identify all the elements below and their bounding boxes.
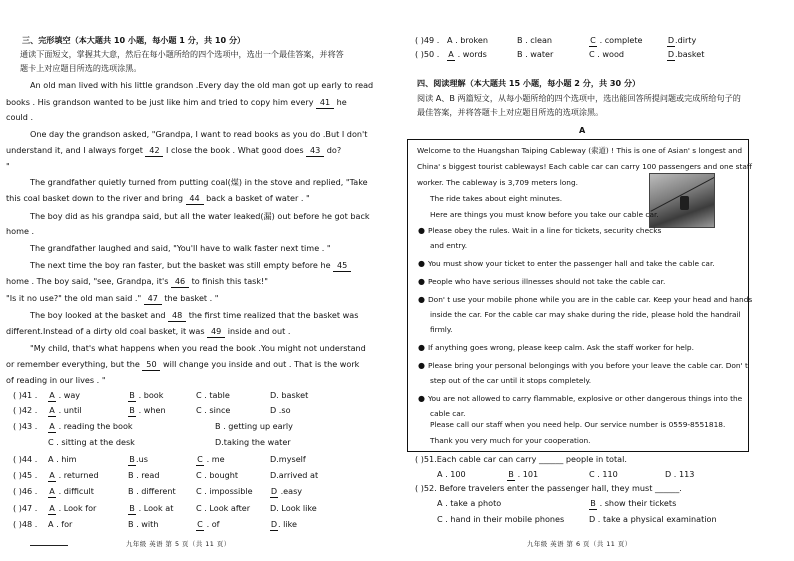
cable-car-photo — [649, 173, 715, 228]
passage-line — [6, 293, 219, 305]
option-b[interactable] — [128, 503, 173, 515]
answer-blank: 47 — [144, 293, 162, 305]
passage-text: home . The boy said, "see, Grandpa, it's — [6, 276, 172, 286]
bullet-text: People who have serious illnesses should not take the cable car. — [427, 277, 666, 286]
option-text: . Look for — [56, 503, 97, 513]
answer-blank: 42 — [145, 145, 163, 157]
option-d[interactable]: D.myself — [270, 454, 306, 464]
handwritten-mark: B — [129, 405, 135, 415]
notice-bullet-continued — [430, 325, 452, 335]
bullet-text: Please obey the rules. Wait in a line for tickets, security checks — [427, 226, 662, 235]
option-b[interactable] — [128, 390, 163, 402]
option-text: . me — [204, 454, 225, 464]
passage-text: understand it, and I always forget — [6, 145, 146, 155]
handwritten-mark: B — [508, 469, 514, 479]
option-a[interactable] — [447, 49, 487, 61]
option-c[interactable]: C . since — [196, 405, 231, 415]
option-d[interactable] — [667, 35, 696, 47]
passage-text: or remember everything, but the — [6, 359, 143, 369]
bullet-text: firmly. — [430, 325, 453, 334]
passage-text: An old man lived with his little grandson .Every day the old man got up early to read — [30, 80, 374, 90]
notice-bullet — [418, 259, 715, 269]
passage-line — [6, 276, 268, 288]
notice-line: worker. The cableway is 3,709 meters long. — [417, 178, 578, 187]
handwritten-mark: A — [49, 470, 55, 480]
passage-text: "Is it no use?" the old man said ." — [6, 293, 144, 303]
question-number: ( )46 . — [13, 486, 38, 496]
option-b[interactable] — [128, 405, 166, 417]
option-c[interactable]: C . wood — [589, 49, 625, 59]
handwritten-mark: B — [590, 498, 596, 508]
option-text: . of — [204, 519, 220, 529]
option-c[interactable]: C . hand in their mobile phones — [437, 514, 565, 524]
reading-instructions-line-2: 最佳答案，并将答题卡上对应题目所选的选项涂黑。 — [417, 107, 604, 117]
bullet-dot: ● — [418, 277, 425, 286]
bullet-dot: ● — [418, 361, 425, 370]
notice-bullet-continued — [430, 409, 466, 419]
option-c[interactable]: C . table — [196, 390, 230, 400]
answer-blank: 43 — [306, 145, 324, 157]
cloze-instructions-line-2: 题卡上对应题目所选的选项涂黑。 — [20, 63, 142, 73]
notice-bullet — [418, 277, 665, 287]
option-c[interactable]: C . 110 — [589, 469, 618, 479]
question-stem: ( )51.Each cable car can carry ______ people in total. — [415, 454, 627, 464]
option-d[interactable]: D. basket — [270, 390, 309, 400]
handwritten-mark: C — [197, 454, 203, 464]
option-d[interactable]: D.arrived at — [270, 470, 319, 480]
option-c[interactable] — [196, 454, 225, 466]
answer-blank: 45 — [333, 260, 351, 272]
option-d[interactable] — [270, 519, 297, 531]
option-a[interactable]: A . broken — [447, 35, 489, 45]
option-text: . way — [56, 390, 81, 400]
cable-car-shape — [680, 196, 689, 210]
right-page — [397, 0, 794, 561]
passage-line — [6, 326, 290, 338]
option-text: . difficult — [56, 486, 94, 496]
handwritten-mark: A — [49, 390, 55, 400]
left-page-footer: 九年级 英语 第 5 页（共 11 页） — [126, 540, 231, 548]
passage-line — [6, 112, 33, 123]
handwritten-mark: A — [448, 49, 454, 59]
option-text: .dirty — [675, 35, 697, 45]
option-text: . 101 — [515, 469, 539, 479]
option-b[interactable]: B . read — [128, 470, 160, 480]
option-text: .us — [136, 454, 148, 464]
option-a[interactable]: A . 100 — [437, 469, 466, 479]
passage-text: inside and out . — [225, 326, 291, 336]
passage-text: could . — [6, 112, 34, 122]
bullet-text: You must show your ticket to enter the passenger hall and take the cable car. — [427, 259, 715, 268]
option-a[interactable] — [48, 421, 133, 433]
passage-line — [6, 375, 106, 386]
answer-blank: 49 — [207, 326, 225, 338]
handwritten-mark: C — [590, 35, 596, 45]
bullet-text: Don' t use your mobile phone while you are in the cable car. Keep your head and hands — [427, 295, 753, 304]
option-text: . book — [136, 390, 164, 400]
option-a[interactable] — [48, 390, 80, 402]
bullet-dot: ● — [418, 343, 425, 352]
passage-text: to finish this task!" — [189, 276, 269, 286]
passage-line — [6, 193, 310, 205]
bullet-dot: ● — [418, 226, 425, 235]
question-number: ( )43 . — [13, 421, 38, 431]
option-b[interactable]: B . getting up early — [215, 421, 293, 431]
option-c[interactable]: C . sitting at the desk — [48, 437, 135, 447]
passage-line — [30, 211, 370, 222]
passage-text: "My child, that's what happens when you read the book .You might not understand — [30, 343, 366, 353]
passage-text: The grandfather laughed and said, "You'll have to walk faster next time . " — [30, 243, 331, 253]
reading-section-title: 四、阅读理解（本大题共 15 小题，每小题 2 分，共 30 分） — [417, 78, 641, 88]
bullet-dot: ● — [418, 394, 425, 403]
handwritten-mark: C — [197, 519, 203, 529]
option-d[interactable] — [667, 49, 704, 61]
option-text: . reading the book — [56, 421, 133, 431]
option-text: . like — [278, 519, 298, 529]
passage-text: One day the grandson asked, "Grandpa, I want to read books as you do .But I don't — [30, 129, 368, 139]
handwritten-mark: A — [49, 421, 55, 431]
notice-bullet — [418, 343, 694, 353]
right-page-footer: 九年级 英语 第 6 页（共 11 页） — [527, 540, 632, 548]
passage-line — [6, 359, 359, 371]
passage-text: home . — [6, 226, 35, 236]
notice-closing: Thank you very much for your cooperation. — [430, 436, 591, 445]
question-number: ( )45 . — [13, 470, 38, 480]
bullet-text: Please bring your personal belongings with you before your leave the cable car. Don' t — [427, 361, 748, 370]
bullet-text: step out of the car until it stops completely. — [430, 376, 592, 385]
handwritten-mark: D — [270, 519, 278, 529]
passage-text: do? — [324, 145, 342, 155]
footer-rule — [30, 545, 68, 546]
handwritten-mark: A — [49, 405, 55, 415]
notice-line: The ride takes about eight minutes. — [430, 194, 563, 203]
passage-text: different.Instead of a dirty old coal basket, it was — [6, 326, 208, 336]
option-d[interactable]: D . take a physical examination — [589, 514, 717, 524]
passage-line — [6, 226, 34, 237]
notice-line: China' s biggest tourist cableways! Each cable car can carry 100 passengers and one staff — [417, 162, 752, 171]
question-number: ( )41 . — [13, 390, 38, 400]
option-c[interactable]: C . bought — [196, 470, 239, 480]
passage-line — [6, 145, 341, 157]
option-d[interactable] — [270, 486, 302, 498]
answer-blank: 46 — [171, 276, 189, 288]
bullet-text: You are not allowed to carry flammable, explosive or other dangerous things into the — [427, 394, 743, 403]
option-text: .basket — [675, 49, 705, 59]
handwritten-mark: B — [129, 454, 135, 464]
handwritten-mark: D — [667, 35, 675, 45]
bullet-text: inside the car. For the cable car may shake during the ride, please hold the handrail — [430, 310, 741, 319]
option-a[interactable] — [48, 470, 99, 482]
question-number: ( )49 . — [415, 35, 440, 45]
option-c[interactable]: C . impossible — [196, 486, 253, 496]
passage-text: books . His grandson wanted to be just like him and tried to copy him every — [6, 97, 317, 107]
option-a[interactable]: A . for — [48, 519, 73, 529]
bullet-text: If anything goes wrong, please keep calm. Ask the staff worker for help. — [427, 343, 694, 352]
notice-bullet — [418, 295, 752, 305]
passage-label: A — [579, 125, 586, 135]
passage-text: I close the book . What good does — [163, 145, 304, 155]
handwritten-mark: A — [49, 503, 55, 513]
option-b[interactable]: B . with — [128, 519, 159, 529]
passage-text: The boy looked at the basket and — [30, 310, 169, 320]
handwritten-mark: A — [49, 486, 55, 496]
option-d[interactable]: D .so — [270, 405, 291, 415]
option-a[interactable] — [48, 405, 82, 417]
passage-line — [30, 310, 358, 322]
passage-text: of reading in our lives . " — [6, 375, 106, 385]
cloze-instructions-line-1: 通读下面短文，掌握其大意，然后在每小题所给的四个选项中，选出一个最佳答案，并将答 — [20, 49, 344, 59]
passage-line — [30, 177, 368, 188]
bullet-text: cable car. — [430, 409, 466, 418]
question-number: ( )48 . — [13, 519, 38, 529]
option-a[interactable] — [48, 486, 94, 498]
bullet-dot: ● — [418, 295, 425, 304]
option-b[interactable]: B . water — [517, 49, 554, 59]
option-text: .easy — [278, 486, 303, 496]
passage-text: " — [6, 161, 10, 171]
question-number: ( )47 . — [13, 503, 38, 513]
option-c[interactable] — [196, 519, 220, 531]
notice-bullet — [418, 226, 661, 236]
passage-text: back a basket of water . " — [203, 193, 310, 203]
answer-blank: 44 — [186, 193, 204, 205]
notice-bullet — [418, 361, 748, 371]
option-text: . complete — [597, 35, 643, 45]
option-c[interactable]: C . Look after — [196, 503, 251, 513]
passage-text: The boy did as his grandpa said, but all the water leaked(漏) out before he got back — [30, 211, 370, 221]
passage-text: the basket . " — [161, 293, 219, 303]
option-a[interactable]: A . him — [48, 454, 77, 464]
option-d[interactable]: D . 113 — [665, 469, 695, 479]
reading-instructions-line-1: 阅读 A、B 两篇短文，从每小题所给的四个选项中，选出能回答所提问题或完成所给句子的 — [417, 93, 741, 103]
passage-line — [30, 260, 351, 272]
passage-text: The grandfather quietly turned from putting coal(煤) in the stove and replied, "Take — [30, 177, 368, 187]
notice-bullet — [418, 394, 742, 404]
notice-closing: Please call our staff when you need help. Our service number is 0559-8551818. — [430, 420, 726, 429]
notice-bullet-continued — [430, 310, 741, 320]
passage-line — [30, 129, 367, 140]
handwritten-mark: D — [270, 486, 278, 496]
passage-line — [30, 343, 366, 354]
passage-line — [6, 161, 10, 172]
answer-blank: 48 — [168, 310, 186, 322]
option-b[interactable] — [507, 469, 538, 481]
passage-text: the first time realized that the basket was — [186, 310, 359, 320]
option-b[interactable]: B . clean — [517, 35, 553, 45]
passage-text: will change you inside and out . That is the work — [160, 359, 360, 369]
option-d[interactable]: D. Look like — [270, 503, 317, 513]
option-b[interactable] — [128, 454, 148, 466]
passage-line — [30, 80, 373, 91]
notice-line: Welcome to the Huangshan Taiping Cableway (索道) ! This is one of Asian' s longest and — [417, 146, 743, 155]
passage-text: he — [334, 97, 347, 107]
option-d[interactable]: D.taking the water — [215, 437, 291, 447]
option-text: . Look at — [136, 503, 174, 513]
notice-bullet-continued — [430, 241, 467, 251]
passage-line — [30, 243, 331, 254]
answer-blank: 41 — [316, 97, 334, 109]
cloze-section-title: 三、完形填空（本大题共 10 小题，每小题 1 分，共 10 分） — [22, 35, 246, 45]
option-a[interactable] — [48, 503, 96, 515]
option-text: . when — [136, 405, 166, 415]
question-number: ( )50 . — [415, 49, 440, 59]
option-b[interactable]: B . different — [128, 486, 176, 496]
option-b[interactable] — [589, 498, 676, 510]
bullet-dot: ● — [418, 259, 425, 268]
handwritten-mark: D — [667, 49, 675, 59]
option-text: . until — [56, 405, 82, 415]
option-text: . show their tickets — [597, 498, 677, 508]
notice-bullet-continued — [430, 376, 591, 386]
question-number: ( )42 . — [13, 405, 38, 415]
option-text: . words — [455, 49, 487, 59]
handwritten-mark: B — [129, 390, 135, 400]
notice-line: Here are things you must know before you take our cable car. — [430, 210, 659, 219]
passage-text: The next time the boy ran faster, but the basket was still empty before he — [30, 260, 334, 270]
bullet-text: and entry. — [430, 241, 468, 250]
option-a[interactable]: A . take a photo — [437, 498, 502, 508]
passage-line — [6, 97, 347, 109]
option-text: . returned — [56, 470, 99, 480]
option-c[interactable] — [589, 35, 643, 47]
handwritten-mark: B — [129, 503, 135, 513]
passage-text: this coal basket down to the river and bring — [6, 193, 186, 203]
question-stem: ( )52. Before travelers enter the passenger hall, they must ______. — [415, 483, 682, 493]
answer-blank: 50 — [142, 359, 160, 371]
question-number: ( )44 . — [13, 454, 38, 464]
